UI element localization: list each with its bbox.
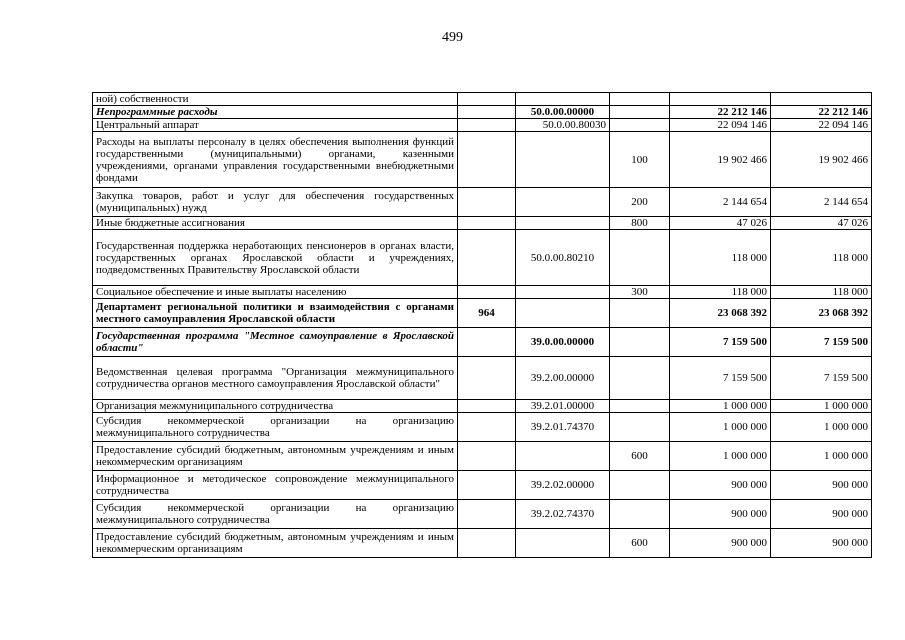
row-type-cell	[610, 471, 670, 500]
table-row	[93, 217, 872, 230]
row-type-cell	[610, 299, 670, 328]
row-name-cell: Закупка товаров, работ и услуг для обеспечения государственных (муниципальных) нужд	[93, 188, 458, 217]
row-type-cell: 200	[610, 188, 670, 217]
row-code-cell	[458, 230, 516, 286]
row-csr-cell	[516, 132, 610, 188]
row-name-cell: Департамент региональной политики и взаимодействия с органами местного самоуправления Ярославской области	[93, 299, 458, 328]
budget-table-body	[93, 93, 872, 558]
row-csr-cell: 39.0.00.00000	[516, 328, 610, 357]
row-sum1-cell: 22 094 146	[670, 119, 771, 132]
row-sum2-cell: 1 000 000	[771, 442, 872, 471]
row-name-cell: Иные бюджетные ассигнования	[93, 217, 458, 230]
row-type-cell	[610, 500, 670, 529]
table-row	[93, 93, 872, 106]
row-sum1-cell: 19 902 466	[670, 132, 771, 188]
row-sum2-cell: 22 094 146	[771, 119, 872, 132]
row-code-cell	[458, 471, 516, 500]
row-name-cell: Расходы на выплаты персоналу в целях обеспечения выполнения функций государственными (муниципальными) органами, казенными учреждениями, органами управления государственными внебюджетными фондами	[93, 132, 458, 188]
table-row	[93, 328, 872, 357]
page-number: 499	[442, 30, 463, 45]
row-code-cell	[458, 413, 516, 442]
row-csr-cell: 39.2.01.74370	[516, 413, 610, 442]
table-row	[93, 119, 872, 132]
row-name-cell: Государственная программа "Местное самоуправление в Ярославской области"	[93, 328, 458, 357]
table-row	[93, 442, 872, 471]
row-sum2-cell: 22 212 146	[771, 106, 872, 119]
row-type-cell: 600	[610, 529, 670, 558]
row-name-cell: Организация межмуниципального сотрудничества	[93, 400, 458, 413]
row-type-cell: 100	[610, 132, 670, 188]
row-code-cell	[458, 132, 516, 188]
row-type-cell	[610, 357, 670, 400]
row-sum2-cell: 47 026	[771, 217, 872, 230]
row-code-cell	[458, 217, 516, 230]
table-row	[93, 286, 872, 299]
row-csr-cell	[516, 299, 610, 328]
table-row	[93, 357, 872, 400]
row-name-cell: ной) собственности	[93, 93, 458, 106]
row-sum1-cell: 23 068 392	[670, 299, 771, 328]
row-sum2-cell: 900 000	[771, 500, 872, 529]
row-name-cell: Государственная поддержка неработающих пенсионеров в органах власти, государственных органах Ярославской области и учреждениях, подведомственных Правительству Ярославской области	[93, 230, 458, 286]
table-row	[93, 500, 872, 529]
budget-table	[92, 92, 872, 558]
row-sum1-cell: 900 000	[670, 529, 771, 558]
row-csr-cell	[516, 188, 610, 217]
row-sum2-cell: 1 000 000	[771, 400, 872, 413]
row-code-cell	[458, 529, 516, 558]
row-name-cell: Непрограммные расходы	[93, 106, 458, 119]
table-row	[93, 132, 872, 188]
row-code-cell	[458, 442, 516, 471]
row-csr-cell: 39.2.01.00000	[516, 400, 610, 413]
row-sum1-cell: 1 000 000	[670, 413, 771, 442]
row-sum1-cell: 22 212 146	[670, 106, 771, 119]
row-sum2-cell: 118 000	[771, 230, 872, 286]
row-csr-cell: 39.2.00.00000	[516, 357, 610, 400]
row-name-cell: Центральный аппарат	[93, 119, 458, 132]
row-csr-cell	[516, 217, 610, 230]
row-csr-cell: 50.0.00.00000	[516, 106, 610, 119]
row-sum1-cell: 7 159 500	[670, 357, 771, 400]
row-sum1-cell: 2 144 654	[670, 188, 771, 217]
row-type-cell: 600	[610, 442, 670, 471]
row-name-cell: Ведомственная целевая программа "Организация межмуниципального сотрудничества органов местного самоуправления Ярославской области"	[93, 357, 458, 400]
row-code-cell	[458, 119, 516, 132]
table-row	[93, 529, 872, 558]
row-sum1-cell: 118 000	[670, 230, 771, 286]
row-code-cell	[458, 188, 516, 217]
row-sum2-cell: 19 902 466	[771, 132, 872, 188]
row-sum2-cell: 1 000 000	[771, 413, 872, 442]
row-type-cell	[610, 230, 670, 286]
row-csr-cell: 39.2.02.74370	[516, 500, 610, 529]
table-row	[93, 413, 872, 442]
row-type-cell	[610, 106, 670, 119]
row-name-cell: Субсидия некоммерческой организации на организацию межмуниципального сотрудничества	[93, 500, 458, 529]
row-csr-cell: 50.0.00.80210	[516, 230, 610, 286]
row-code-cell	[458, 93, 516, 106]
row-sum1-cell: 118 000	[670, 286, 771, 299]
row-sum2-cell	[771, 93, 872, 106]
row-type-cell: 300	[610, 286, 670, 299]
row-sum1-cell: 7 159 500	[670, 328, 771, 357]
row-sum1-cell: 900 000	[670, 471, 771, 500]
row-csr-cell: 50.0.00.80030	[516, 119, 610, 132]
row-type-cell	[610, 119, 670, 132]
row-code-cell	[458, 106, 516, 119]
table-row	[93, 106, 872, 119]
row-code-cell: 964	[458, 299, 516, 328]
row-sum2-cell: 2 144 654	[771, 188, 872, 217]
row-name-cell: Субсидия некоммерческой организации на организацию межмуниципального сотрудничества	[93, 413, 458, 442]
row-name-cell: Информационное и методическое сопровождение межмуниципального сотрудничества	[93, 471, 458, 500]
row-csr-cell	[516, 93, 610, 106]
row-code-cell	[458, 400, 516, 413]
row-type-cell	[610, 328, 670, 357]
row-name-cell: Предоставление субсидий бюджетным, автономным учреждениям и иным некоммерческим организациям	[93, 442, 458, 471]
row-sum2-cell: 900 000	[771, 529, 872, 558]
row-code-cell	[458, 286, 516, 299]
row-sum1-cell: 1 000 000	[670, 442, 771, 471]
row-name-cell: Предоставление субсидий бюджетным, автономным учреждениям и иным некоммерческим организациям	[93, 529, 458, 558]
row-sum2-cell: 7 159 500	[771, 357, 872, 400]
row-sum1-cell: 47 026	[670, 217, 771, 230]
row-sum1-cell: 900 000	[670, 500, 771, 529]
row-sum2-cell: 7 159 500	[771, 328, 872, 357]
row-code-cell	[458, 328, 516, 357]
row-type-cell	[610, 413, 670, 442]
table-row	[93, 299, 872, 328]
row-type-cell: 800	[610, 217, 670, 230]
row-sum2-cell: 900 000	[771, 471, 872, 500]
row-csr-cell	[516, 442, 610, 471]
row-code-cell	[458, 500, 516, 529]
row-sum1-cell	[670, 93, 771, 106]
row-sum1-cell: 1 000 000	[670, 400, 771, 413]
row-csr-cell: 39.2.02.00000	[516, 471, 610, 500]
table-row	[93, 230, 872, 286]
table-row	[93, 471, 872, 500]
row-sum2-cell: 23 068 392	[771, 299, 872, 328]
row-csr-cell	[516, 286, 610, 299]
row-type-cell	[610, 93, 670, 106]
table-row	[93, 188, 872, 217]
table-row	[93, 400, 872, 413]
row-name-cell: Социальное обеспечение и иные выплаты населению	[93, 286, 458, 299]
row-csr-cell	[516, 529, 610, 558]
row-code-cell	[458, 357, 516, 400]
row-type-cell	[610, 400, 670, 413]
row-sum2-cell: 118 000	[771, 286, 872, 299]
